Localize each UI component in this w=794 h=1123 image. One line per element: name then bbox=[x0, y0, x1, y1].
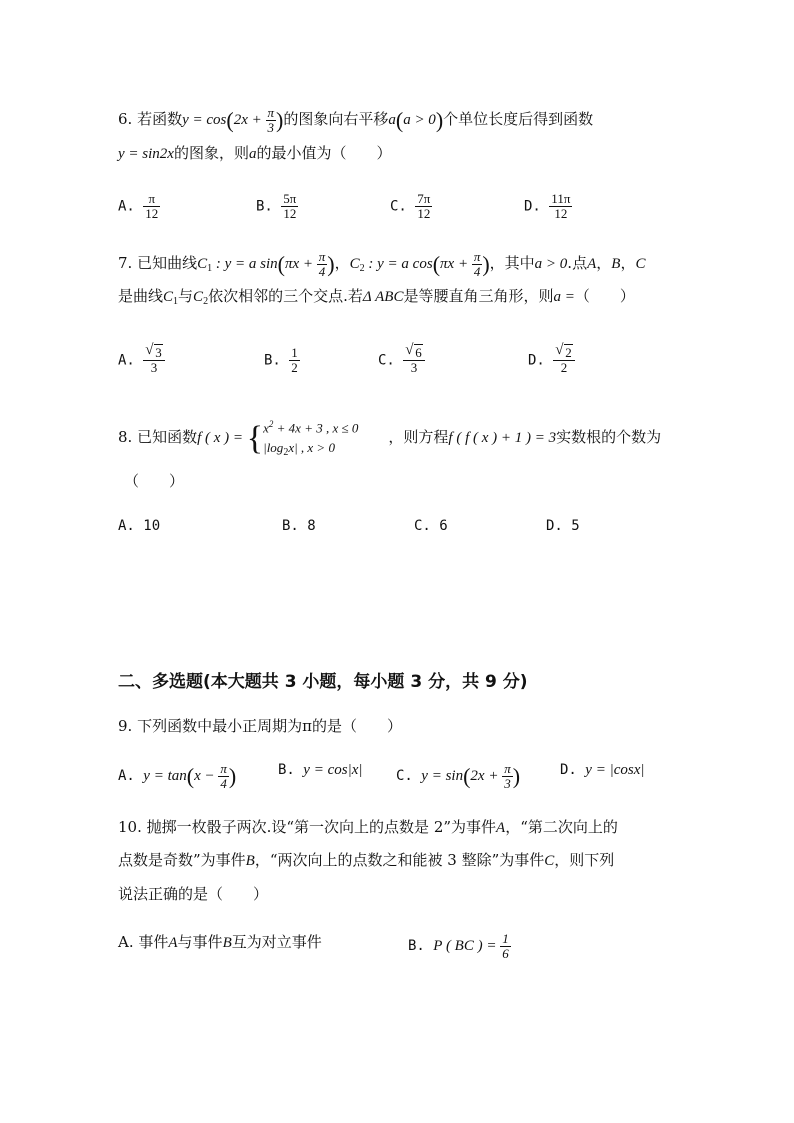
q9-option-c: C. y = sin(2x + $\frac{\pi}{3}$ ) bbox=[396, 761, 521, 791]
q7-option-b: B. $\frac{1}{2}$ bbox=[264, 345, 298, 375]
q7-option-a: A. √ 3 3 bbox=[118, 346, 165, 375]
q8-option-c: C. 6 bbox=[414, 518, 448, 534]
q7-line1: 7. 已知曲线$C_1$ : y = a sin(πx + $\frac{\pi}{4}$ )，$C_2$ : y = a cos(πx + $\frac{\pi}{4}$ )，其中a > 0.点A，B，C bbox=[118, 249, 646, 279]
q8-option-a: A. 10 bbox=[118, 518, 161, 534]
q10-line2: 点数是奇数”为事件B，“两次向上的点数之和能被 3 整除”为事件C，则下列 bbox=[118, 851, 615, 869]
q10-option-a: A. 事件A与事件B互为对立事件 bbox=[118, 933, 322, 951]
q6-option-d: D. $\frac{11\pi}{12}$ bbox=[524, 191, 571, 221]
q9-option-b: B. y = cos|x| bbox=[278, 762, 363, 778]
q7-option-d: D. √ 2 2 bbox=[528, 346, 575, 375]
q6-line2: y = sin2x的图象，则a的最小值为（ ） bbox=[118, 144, 392, 162]
q9-line1: 9. 下列函数中最小正周期为π的是（ ） bbox=[118, 717, 402, 735]
q8-line2: （ ） bbox=[124, 472, 185, 490]
q7-option-c: C. √ 6 3 bbox=[378, 346, 425, 375]
q10-line1: 10. 抛掷一枚骰子两次.设“第一次向上的点数是 2”为事件A，“第二次向上的 bbox=[118, 818, 618, 836]
q10-option-b: B. P ( BC ) = $\frac{1}{6}$ bbox=[408, 931, 509, 961]
q8-option-d: D. 5 bbox=[546, 518, 580, 534]
q6-function-formula: y = cos(2x + $\frac{\pi}{3}$ ) bbox=[182, 105, 284, 135]
q9-option-a: A. y = tan(x − $\frac{\pi}{4}$ ) bbox=[118, 761, 237, 791]
q10-line3: 说法正确的是（ ） bbox=[118, 885, 269, 903]
q6-option-a: A. $\frac{\pi}{12}$ bbox=[118, 191, 159, 221]
q8-line1: 8. 已知函数f ( x ) = {$x^2 + 4x + 3$ , x ≤ 0 $|\log_2x|$ , x > 0 ，则方程f ( f ( x ) + 1 ) = 3实数根的个数为 bbox=[118, 418, 662, 459]
q9-option-d: D. y = |cosx| bbox=[560, 762, 645, 778]
q8-option-b: B. 8 bbox=[282, 518, 316, 534]
q6-option-c: C. $\frac{7\pi}{12}$ bbox=[390, 191, 431, 221]
section-heading-multiple-choice: 二、多选题(本大题共 3 小题，每小题 3 分，共 9 分) bbox=[118, 672, 528, 692]
q6-option-b: B. $\frac{5\pi}{12}$ bbox=[256, 191, 297, 221]
q6-line1: 6. 若函数y = cos(2x + $\frac{\pi}{3}$ )的图象向右平移a(a > 0)个单位长度后得到函数 bbox=[118, 105, 594, 135]
q8-piecewise-function: f ( x ) = {$x^2 + 4x + 3$ , x ≤ 0 $|\log_2x|$ , x > 0 bbox=[197, 418, 359, 459]
q7-line2: 是曲线$C_1$与$C_2$依次相邻的三个交点.若Δ ABC是等腰直角三角形，则a =（ ） bbox=[118, 287, 635, 307]
